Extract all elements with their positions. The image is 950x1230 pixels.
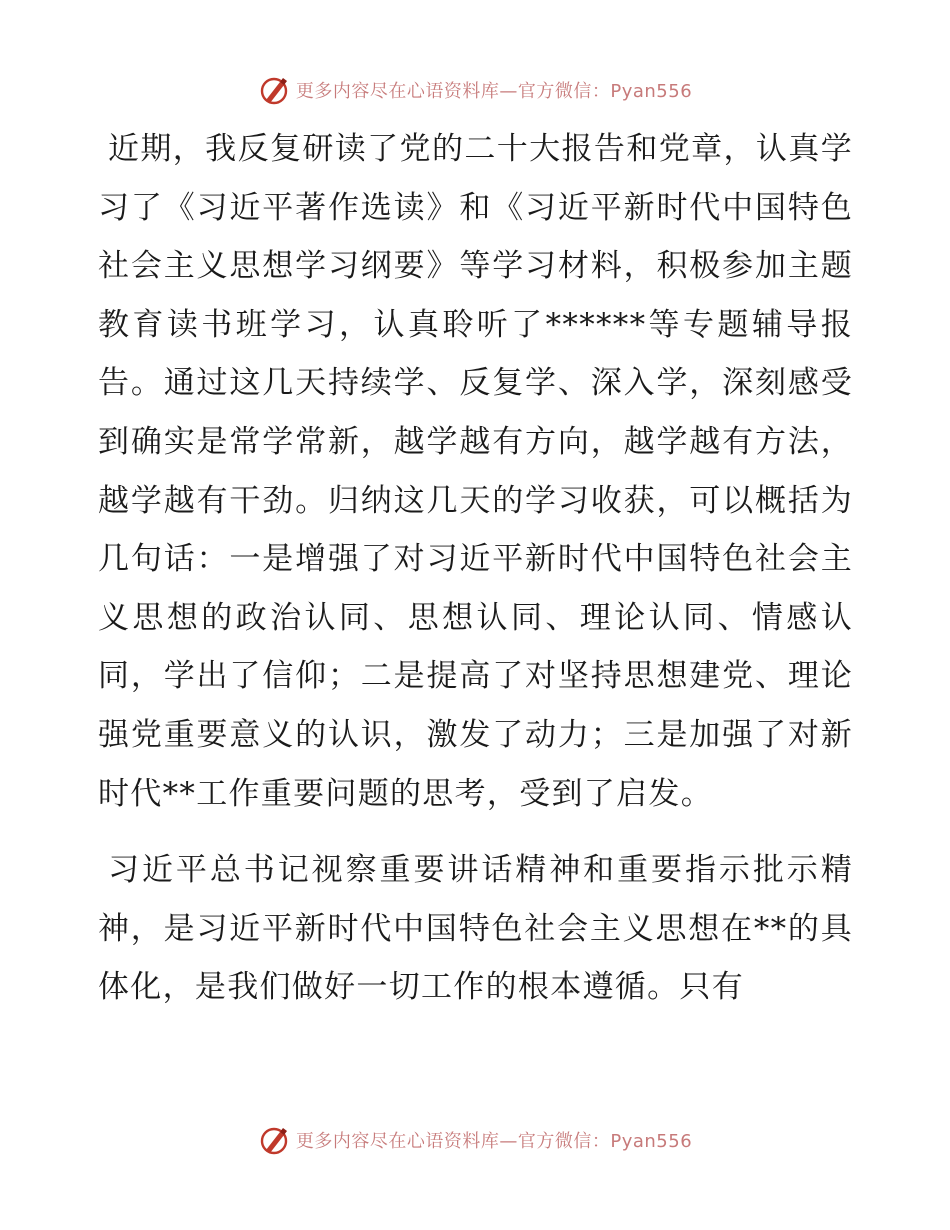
footer-watermark [0, 1120, 950, 1160]
pen-logo-icon [258, 74, 290, 106]
paragraph: 习近平总书记视察重要讲话精神和重要指示批示精神，是习近平新时代中国特色社会主义思想在**的具体化，是我们做好一切工作的根本遵循。只有 [98, 852, 853, 1006]
paragraph: 近期，我反复研读了党的二十大报告和党章，认真学习了《习近平著作选读》和《习近平新时代中国特色社会主义思想学习纲要》等学习材料，积极参加主题教育读书班学习，认真聆听了******等专题辅导报告。通过这几天持续学、反复学、深入学，深刻感受到确实是常学常新，越学越有方向，越学越有方法，越学越有干劲。归纳这几天的学习收获，可以概括为几句话：一是增强了对习近平新时代中国特色社会主义思想的政治认同、思想认同、理论认同、情感认同，学出了信仰；二是提高了对坚持思想建党、理论强党重要意义的认识，激发了动力；三是加强了对新时代**工作重要问题的思考，受到了启发。 [98, 131, 853, 812]
document-body [98, 120, 853, 1017]
header-watermark [0, 70, 950, 110]
watermark-text: 更多内容尽在心语资料库—官方微信：Pyan556 [295, 1131, 693, 1152]
watermark-text: 更多内容尽在心语资料库—官方微信：Pyan556 [295, 81, 693, 102]
pen-logo-icon [258, 1124, 290, 1156]
